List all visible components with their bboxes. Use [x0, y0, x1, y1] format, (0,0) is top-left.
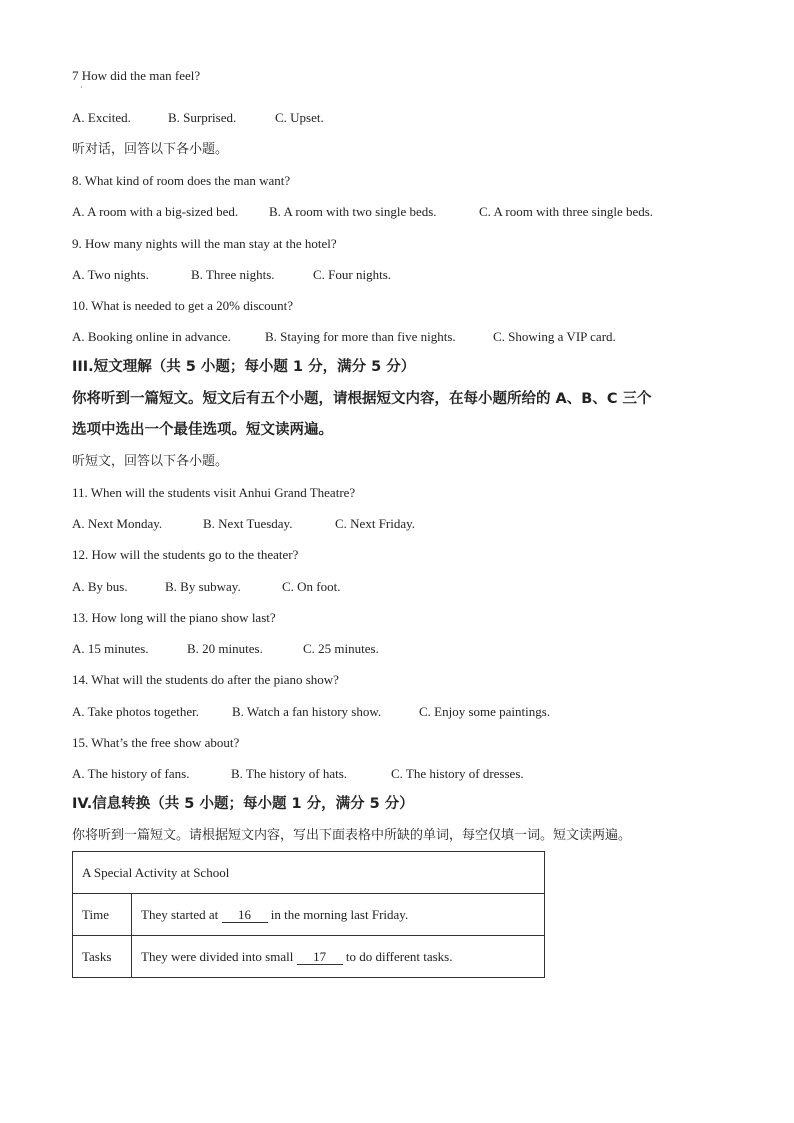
dialog-instruction: 听对话，回答以下各小题。 [72, 142, 229, 157]
option-7b: B. Surprised. [168, 110, 237, 125]
option-11c: C. Next Friday. [335, 516, 416, 531]
stray-dot: · [80, 83, 83, 92]
option-9a: A. Two nights. [72, 267, 149, 282]
table-title-row [73, 852, 545, 894]
option-15a: A. The history of fans. [72, 766, 190, 781]
options-10 [72, 328, 616, 346]
option-14c: C. Enjoy some paintings. [419, 704, 551, 719]
options-9 [72, 266, 391, 284]
question-12: 12. How will the students go to the theater? [72, 547, 299, 562]
option-12b: B. By subway. [165, 579, 241, 594]
table-title: A Special Activity at School [73, 852, 545, 894]
option-13b: B. 20 minutes. [187, 641, 263, 656]
row-text-after: in the morning last Friday. [270, 906, 409, 922]
option-9c: C. Four nights. [313, 267, 392, 282]
section-4-heading: IV.信息转换（共 5 小题；每小题 1 分，满分 5 分） [72, 796, 414, 812]
question-11: 11. When will the students visit Anhui Grand Theatre? [72, 485, 356, 500]
info-table [72, 851, 545, 978]
question-13: 13. How long will the piano show last? [72, 610, 276, 625]
options-12 [72, 578, 341, 596]
row-text-after: to do different tasks. [345, 948, 453, 964]
options-7 [72, 109, 324, 127]
option-11b: B. Next Tuesday. [203, 516, 293, 531]
option-10c: C. Showing a VIP card. [493, 329, 616, 344]
option-9b: B. Three nights. [191, 267, 275, 282]
row-label-time: Time [73, 894, 132, 936]
option-13c: C. 25 minutes. [303, 641, 379, 656]
option-7a: A. Excited. [72, 110, 131, 125]
table-row [73, 936, 545, 978]
option-13a: A. 15 minutes. [72, 641, 149, 656]
option-8c: C. A room with three single beds. [479, 204, 654, 219]
row-content-time [132, 894, 545, 936]
option-14a: A. Take photos together. [72, 704, 200, 719]
table-row [73, 894, 545, 936]
answer-blank-17[interactable]: 17 [297, 949, 343, 965]
option-7c: C. Upset. [275, 110, 324, 125]
option-10b: B. Staying for more than five nights. [265, 329, 456, 344]
section-3-instruction: 听短文，回答以下各小题。 [72, 454, 229, 469]
options-14 [72, 703, 550, 721]
option-14b: B. Watch a fan history show. [232, 704, 382, 719]
question-9: 9. How many nights will the man stay at the hotel? [72, 236, 337, 251]
row-text-before: They started at [141, 906, 219, 922]
row-text-before: They were divided into small [141, 948, 294, 964]
row-label-tasks: Tasks [73, 936, 132, 978]
question-10: 10. What is needed to get a 20% discount? [72, 298, 294, 313]
section-3-heading: III.短文理解（共 5 小题；每小题 1 分，满分 5 分） [72, 359, 416, 375]
answer-blank-16[interactable]: 16 [222, 907, 268, 923]
question-7: 7 How did the man feel? [72, 68, 201, 83]
option-11a: A. Next Monday. [72, 516, 163, 531]
question-15: 15. What’s the free show about? [72, 735, 240, 750]
question-14: 14. What will the students do after the piano show? [72, 672, 339, 687]
option-8b: B. A room with two single beds. [269, 204, 437, 219]
option-8a: A. A room with a big-sized bed. [72, 204, 239, 219]
options-13 [72, 640, 379, 658]
row-content-tasks [132, 936, 545, 978]
question-8: 8. What kind of room does the man want? [72, 173, 291, 188]
option-12c: C. On foot. [282, 579, 341, 594]
option-10a: A. Booking online in advance. [72, 329, 231, 344]
option-12a: A. By bus. [72, 579, 128, 594]
options-15 [72, 765, 524, 783]
options-11 [72, 515, 415, 533]
section-3-intro-line-2: 选项中选出一个最佳选项。短文读两遍。 [72, 422, 333, 438]
section-3-intro-line-1: 你将听到一篇短文。短文后有五个小题，请根据短文内容，在每小题所给的 A、B、C 三个 [72, 391, 652, 407]
options-8 [72, 203, 653, 221]
option-15c: C. The history of dresses. [391, 766, 524, 781]
option-15b: B. The history of hats. [231, 766, 348, 781]
section-4-instruction: 你将听到一篇短文。请根据短文内容，写出下面表格中所缺的单词，每空仅填一词。短文读两遍。 [72, 828, 632, 843]
